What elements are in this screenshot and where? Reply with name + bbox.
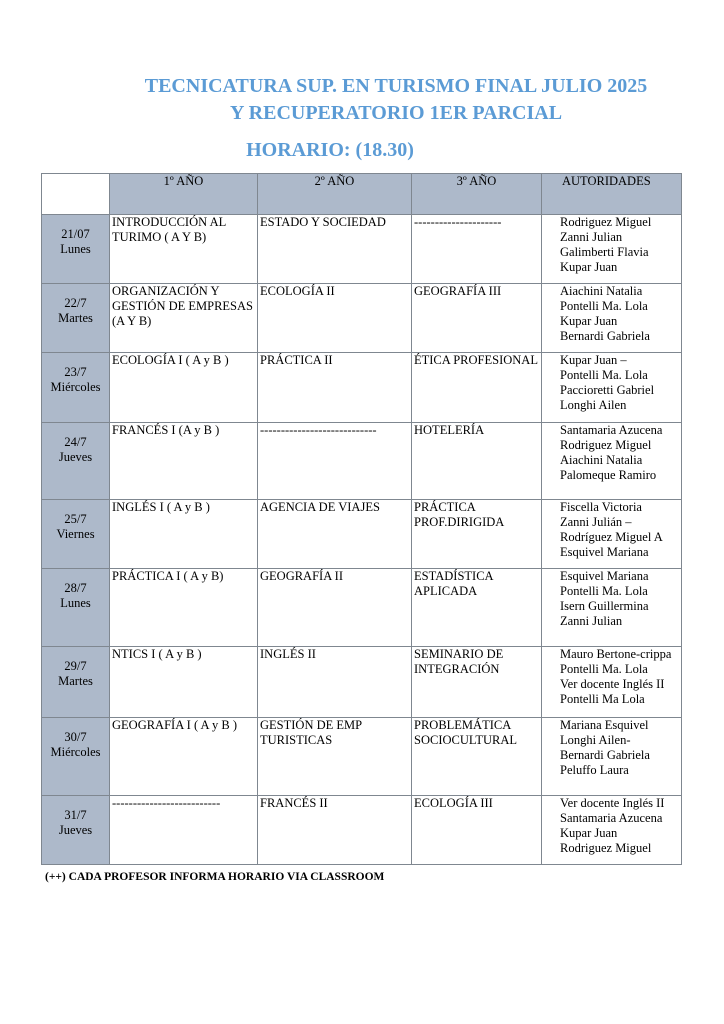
- subject-year-2: ESTADO Y SOCIEDAD: [258, 215, 412, 284]
- authority-name: Isern Guillermina: [560, 599, 649, 613]
- authority-name: Zanni Julian: [560, 614, 623, 628]
- authority-name: Bernardi Gabriela: [560, 329, 650, 343]
- authorities-cell: [542, 500, 682, 569]
- authority-name: Santamaria Azucena: [560, 811, 663, 825]
- weekday-label: Lunes: [60, 596, 91, 610]
- authority-name: Pontelli Ma. Lola: [560, 368, 648, 382]
- corner-cell: [42, 174, 110, 215]
- subject-year-3: HOTELERÍA: [412, 423, 542, 500]
- authority-name: Peluffo Laura: [560, 763, 629, 777]
- title-line-1: TECNICATURA SUP. EN TURISMO FINAL JULIO 2025: [144, 75, 648, 97]
- weekday-label: Miércoles: [50, 380, 101, 394]
- subject-year-2: GEOGRAFÍA II: [258, 569, 412, 647]
- subject-year-1: ORGANIZACIÓN Y GESTIÓN DE EMPRESAS (A Y B): [110, 284, 258, 353]
- authority-name: Ver docente Inglés II: [560, 796, 665, 810]
- authority-name: Rodriguez Miguel: [560, 215, 652, 229]
- subject-year-1: INTRODUCCIÓN AL TURIMO ( A Y B): [110, 215, 258, 284]
- authority-name: Kupar Juan: [560, 314, 618, 328]
- date-label: 31/7: [64, 808, 87, 822]
- subject-year-2: FRANCÉS II: [258, 796, 412, 865]
- authorities-cell: [542, 647, 682, 718]
- authority-name: Longhi Ailen: [560, 398, 627, 412]
- authorities-cell: [542, 718, 682, 796]
- day-cell: [42, 423, 110, 500]
- day-cell: [42, 500, 110, 569]
- date-label: 23/7: [64, 365, 87, 379]
- authority-name: Palomeque Ramiro: [560, 468, 657, 482]
- subject-year-3: ---------------------: [412, 215, 542, 284]
- column-header-year-1: 1º AÑO: [110, 174, 258, 215]
- authorities-cell: [542, 796, 682, 865]
- authority-name: Bernardi Gabriela: [560, 748, 650, 762]
- subject-year-1: FRANCÉS I (A y B ): [110, 423, 258, 500]
- authorities-cell: [542, 353, 682, 423]
- authority-name: Aiachini Natalia: [560, 453, 643, 467]
- subject-year-2: INGLÉS II: [258, 647, 412, 718]
- table-row: [42, 569, 682, 647]
- authority-name: Ver docente Inglés II: [560, 677, 665, 691]
- column-header-authorities: AUTORIDADES: [542, 174, 682, 215]
- title-line-2: Y RECUPERATORIO 1ER PARCIAL: [229, 102, 563, 124]
- authority-name: Aiachini Natalia: [560, 284, 643, 298]
- authority-name: Kupar Juan: [560, 260, 618, 274]
- authority-name: Kupar Juan: [560, 826, 618, 840]
- weekday-label: Martes: [58, 674, 93, 688]
- authority-name: Fiscella Victoria: [560, 500, 642, 514]
- weekday-label: Viernes: [56, 527, 95, 541]
- date-label: 22/7: [64, 296, 87, 310]
- subject-year-1: NTICS I ( A y B ): [110, 647, 258, 718]
- authority-name: Esquivel Mariana: [560, 545, 649, 559]
- authority-name: Kupar Juan –: [560, 353, 627, 367]
- day-cell: [42, 353, 110, 423]
- schedule-table: [41, 173, 682, 865]
- table-row: [42, 215, 682, 284]
- subject-year-3: PRÁCTICA PROF.DIRIGIDA: [412, 500, 542, 569]
- weekday-label: Lunes: [60, 242, 91, 256]
- authority-name: Pontelli Ma. Lola: [560, 584, 648, 598]
- authority-name: Rodriguez Miguel: [560, 841, 652, 855]
- authority-name: Esquivel Mariana: [560, 569, 649, 583]
- column-header-year-3: 3º AÑO: [412, 174, 542, 215]
- authority-name: Rodríguez Miguel A: [560, 530, 663, 544]
- date-label: 25/7: [64, 512, 87, 526]
- authority-name: Longhi Ailen-: [560, 733, 631, 747]
- date-label: 29/7: [64, 659, 87, 673]
- date-label: 30/7: [64, 730, 87, 744]
- table-row: [42, 500, 682, 569]
- authority-name: Mauro Bertone-crippa: [560, 647, 672, 661]
- subject-year-2: PRÁCTICA II: [258, 353, 412, 423]
- column-header-year-2: 2º AÑO: [258, 174, 412, 215]
- table-row: [42, 796, 682, 865]
- authority-name: Paccioretti Gabriel: [560, 383, 655, 397]
- date-label: 28/7: [64, 581, 87, 595]
- day-cell: [42, 796, 110, 865]
- date-label: 21/07: [61, 227, 90, 241]
- weekday-label: Martes: [58, 311, 93, 325]
- subject-year-1: PRÁCTICA I ( A y B): [110, 569, 258, 647]
- authorities-cell: [542, 284, 682, 353]
- subject-year-2: AGENCIA DE VIAJES: [258, 500, 412, 569]
- authority-name: Pontelli Ma. Lola: [560, 299, 648, 313]
- day-cell: [42, 647, 110, 718]
- authority-name: Santamaria Azucena: [560, 423, 663, 437]
- authorities-cell: [542, 423, 682, 500]
- subject-year-1: GEOGRAFÍA I ( A y B ): [110, 718, 258, 796]
- day-cell: [42, 284, 110, 353]
- weekday-label: Jueves: [58, 450, 93, 464]
- weekday-label: Jueves: [58, 823, 93, 837]
- subject-year-2: ----------------------------: [258, 423, 412, 500]
- subject-year-2: GESTIÓN DE EMP TURISTICAS: [258, 718, 412, 796]
- table-row: [42, 353, 682, 423]
- authority-name: Rodriguez Miguel: [560, 438, 652, 452]
- subject-year-1: --------------------------: [110, 796, 258, 865]
- authority-name: Pontelli Ma Lola: [560, 692, 645, 706]
- day-cell: [42, 569, 110, 647]
- subject-year-3: ECOLOGÍA III: [412, 796, 542, 865]
- authority-name: Mariana Esquivel: [560, 718, 649, 732]
- subject-year-1: INGLÉS I ( A y B ): [110, 500, 258, 569]
- table-row: [42, 423, 682, 500]
- authorities-cell: [542, 569, 682, 647]
- table-row: [42, 647, 682, 718]
- subject-year-3: ÉTICA PROFESIONAL: [412, 353, 542, 423]
- subject-year-1: ECOLOGÍA I ( A y B ): [110, 353, 258, 423]
- subject-year-2: ECOLOGÍA II: [258, 284, 412, 353]
- authority-name: Zanni Julián –: [560, 515, 632, 529]
- schedule-time: HORARIO: (18.30): [246, 139, 414, 161]
- authorities-cell: [542, 215, 682, 284]
- subject-year-3: PROBLEMÁTICA SOCIOCULTURAL: [412, 718, 542, 796]
- authority-name: Pontelli Ma. Lola: [560, 662, 648, 676]
- subject-year-3: SEMINARIO DE INTEGRACIÓN: [412, 647, 542, 718]
- table-header-row: [42, 174, 682, 215]
- subject-year-3: GEOGRAFÍA III: [412, 284, 542, 353]
- authority-name: Galimberti Flavia: [560, 245, 649, 259]
- table-row: [42, 284, 682, 353]
- date-label: 24/7: [64, 435, 87, 449]
- day-cell: [42, 718, 110, 796]
- subject-year-3: ESTADÍSTICA APLICADA: [412, 569, 542, 647]
- footer-note: (++) CADA PROFESOR INFORMA HORARIO VIA CLASSROOM: [45, 871, 385, 883]
- day-cell: [42, 215, 110, 284]
- weekday-label: Miércoles: [50, 745, 101, 759]
- table-row: [42, 718, 682, 796]
- authority-name: Zanni Julian: [560, 230, 623, 244]
